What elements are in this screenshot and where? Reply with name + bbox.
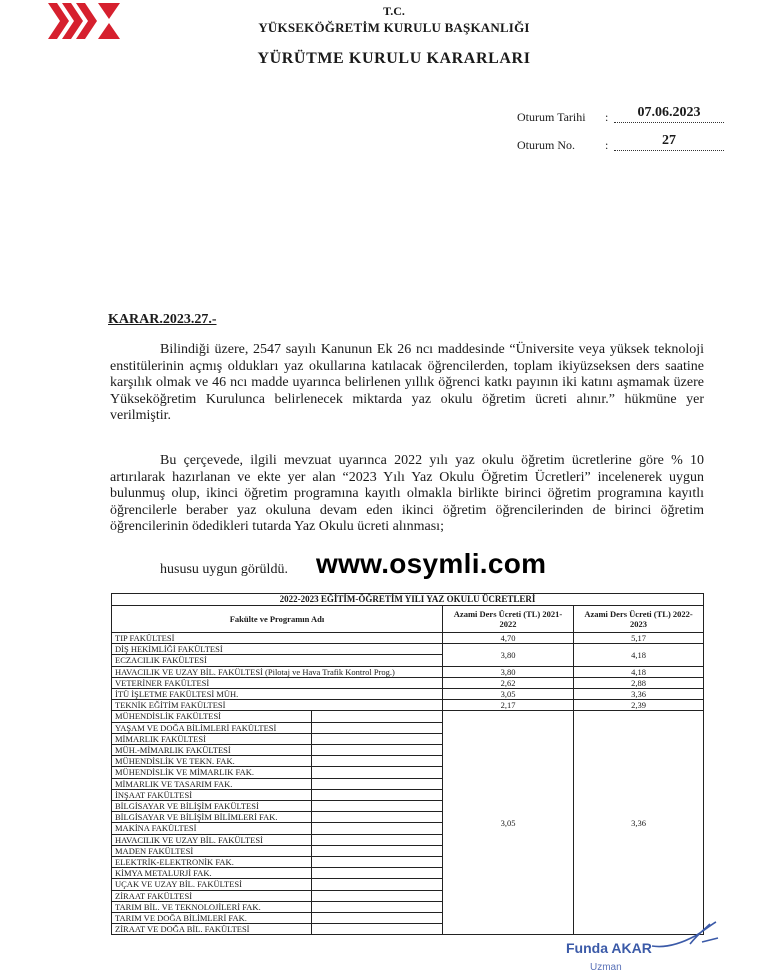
table-row: [112, 633, 704, 644]
empty-cell: [312, 901, 443, 912]
faculty-name: TIP FAKÜLTESİ: [112, 633, 443, 644]
faculty-name: BİLGİSAYAR VE BİLİŞİM FAKÜLTESİ: [112, 801, 312, 812]
group-fee-2021-2022: 3,05: [443, 711, 574, 935]
empty-cell: [312, 801, 443, 812]
empty-cell: [312, 789, 443, 800]
table-row: [112, 700, 704, 711]
session-number-colon: :: [605, 138, 609, 152]
empty-cell: [312, 879, 443, 890]
group-fee-2022-2023: 3,36: [574, 711, 704, 935]
session-date-colon: :: [605, 110, 609, 124]
faculty-name: TARIM VE DOĞA BİLİMLERİ FAK.: [112, 913, 312, 924]
faculty-name: KİMYA METALURJİ FAK.: [112, 868, 312, 879]
empty-cell: [312, 756, 443, 767]
table-row: [112, 666, 704, 677]
empty-cell: [312, 868, 443, 879]
faculty-name: MAKİNA FAKÜLTESİ: [112, 823, 312, 834]
faculty-name: MİMARLIK FAKÜLTESİ: [112, 733, 312, 744]
fee-2022-2023: 4,18: [574, 666, 704, 677]
empty-cell: [312, 857, 443, 868]
decision-conclusion: hususu uygun görüldü.: [160, 562, 288, 577]
faculty-name: MÜH.-MİMARLIK FAKÜLTESİ: [112, 745, 312, 756]
watermark-url: www.osymli.com: [316, 548, 547, 579]
table-row: [112, 689, 704, 700]
table-header-2021-2022: Azami Ders Ücreti (TL) 2021-2022: [443, 606, 574, 633]
table-header-name: Fakülte ve Programın Adı: [112, 606, 443, 633]
fee-2021-2022: 2,17: [443, 700, 574, 711]
session-date: [517, 105, 727, 126]
session-number: [517, 133, 727, 154]
faculty-name: ZİRAAT FAKÜLTESİ: [112, 890, 312, 901]
faculty-name: İNŞAAT FAKÜLTESİ: [112, 789, 312, 800]
fee-2022-2023: 2,88: [574, 677, 704, 688]
empty-cell: [312, 890, 443, 901]
decision-number: KARAR.2023.27.-: [108, 312, 217, 327]
faculty-name: HAVACILIK VE UZAY BİL. FAKÜLTESİ (Pilotaj ve Hava Trafik Kontrol Prog.): [112, 666, 443, 677]
table-row: [112, 644, 704, 655]
empty-cell: [312, 733, 443, 744]
fee-table: [111, 593, 704, 935]
fee-2021-2022: 3,80: [443, 644, 574, 666]
faculty-name: BİLGİSAYAR VE BİLİŞİM BİLİMLERİ FAK.: [112, 812, 312, 823]
faculty-name: MÜHENDİSLİK VE MİMARLIK FAK.: [112, 767, 312, 778]
faculty-name: MADEN FAKÜLTESİ: [112, 845, 312, 856]
empty-cell: [312, 823, 443, 834]
empty-cell: [312, 924, 443, 935]
faculty-name: TARIM BİL. VE TEKNOLOJİLERİ FAK.: [112, 901, 312, 912]
faculty-name: İTÜ İŞLETME FAKÜLTESİ MÜH.: [112, 689, 443, 700]
empty-cell: [312, 745, 443, 756]
faculty-name: YAŞAM VE DOĞA BİLİMLERİ FAKÜLTESİ: [112, 722, 312, 733]
table-header-2022-2023: Azami Ders Ücreti (TL) 2022-2023: [574, 606, 704, 633]
empty-cell: [312, 812, 443, 823]
fee-2021-2022: 2,62: [443, 677, 574, 688]
faculty-name: TEKNİK EĞİTİM FAKÜLTESİ: [112, 700, 443, 711]
fee-2021-2022: 3,80: [443, 666, 574, 677]
empty-cell: [312, 834, 443, 845]
faculty-name: UÇAK VE UZAY BİL. FAKÜLTESİ: [112, 879, 312, 890]
fee-2021-2022: 4,70: [443, 633, 574, 644]
signature-name: Funda AKAR: [566, 940, 652, 956]
faculty-name: HAVACILIK VE UZAY BİL. FAKÜLTESİ: [112, 834, 312, 845]
decision-paragraph-2: Bu çerçevede, ilgili mevzuat uyarınca 2022 yılı yaz okulu öğretim ücretlerine göre % 10 artırılarak hazırlanan ve ekte yer alan “2023 Yılı Yaz Okulu Öğretim Ücretleri” incelenerek uygun bulunmuş olup, ikinci öğretim programına kayıtlı olmakla birlikte birinci öğretim programına kayıtlı öğrencilerle beraber yaz okuluna devam eden ikinci öğretim öğrencilerinden de birinci öğretim öğrencilerinin ödedikleri tutarda Yaz Okulu ücreti alınması;: [110, 453, 704, 534]
empty-cell: [312, 767, 443, 778]
session-date-label: Oturum Tarihi: [517, 110, 586, 124]
empty-cell: [312, 722, 443, 733]
faculty-name: ECZACILIK FAKÜLTESİ: [112, 655, 443, 666]
empty-cell: [312, 845, 443, 856]
empty-cell: [312, 913, 443, 924]
fee-2022-2023: 3,36: [574, 689, 704, 700]
faculty-name: VETERİNER FAKÜLTESİ: [112, 677, 443, 688]
empty-cell: [312, 711, 443, 722]
faculty-name: DİŞ HEKİMLİĞİ FAKÜLTESİ: [112, 644, 443, 655]
session-number-value: 27: [614, 133, 724, 151]
faculty-name: ELEKTRİK-ELEKTRONİK FAK.: [112, 857, 312, 868]
fee-2021-2022: 3,05: [443, 689, 574, 700]
fee-table-body: [112, 633, 704, 935]
fee-2022-2023: 4,18: [574, 644, 704, 666]
session-number-label: Oturum No.: [517, 138, 575, 152]
table-row: [112, 677, 704, 688]
fee-2022-2023: 5,17: [574, 633, 704, 644]
faculty-name: ZİRAAT VE DOĞA BİL. FAKÜLTESİ: [112, 924, 312, 935]
header-tc: T.C.: [383, 4, 405, 18]
header-title: YÜRÜTME KURULU KARARLARI: [257, 50, 531, 67]
session-date-value: 07.06.2023: [614, 105, 724, 123]
signature-title: Uzman: [590, 962, 622, 973]
table-caption: 2022-2023 EĞİTİM-ÖĞRETİM YILI YAZ OKULU ÜCRETLERİ: [112, 594, 704, 606]
table-row: [112, 711, 704, 722]
empty-cell: [312, 778, 443, 789]
header-organization: YÜKSEKÖĞRETİM KURULU BAŞKANLIĞI: [258, 20, 530, 35]
signature-scribble: [650, 918, 720, 952]
faculty-name: MÜHENDİSLİK VE TEKN. FAK.: [112, 756, 312, 767]
fee-2022-2023: 2,39: [574, 700, 704, 711]
decision-paragraph-1: Bilindiği üzere, 2547 sayılı Kanunun Ek 26 ncı maddesinde “Üniversite veya yüksek teknoloji enstitülerinin açmış oldukları yaz okullarına katılacak öğrencilerden, toplam ikiyüzseksen ders saatine karşılık olmak ve 46 ncı madde uyarınca belirlenen yıllık öğrenci katkı payının iki katını aşmamak üzere Yükseköğretim Kurulunca belirlenecek miktarda yaz okulu öğretim ücreti alınır.” hükmüne yer verilmiştir.: [110, 342, 704, 423]
faculty-name: MÜHENDİSLİK FAKÜLTESİ: [112, 711, 312, 722]
faculty-name: MİMARLIK VE TASARIM FAK.: [112, 778, 312, 789]
